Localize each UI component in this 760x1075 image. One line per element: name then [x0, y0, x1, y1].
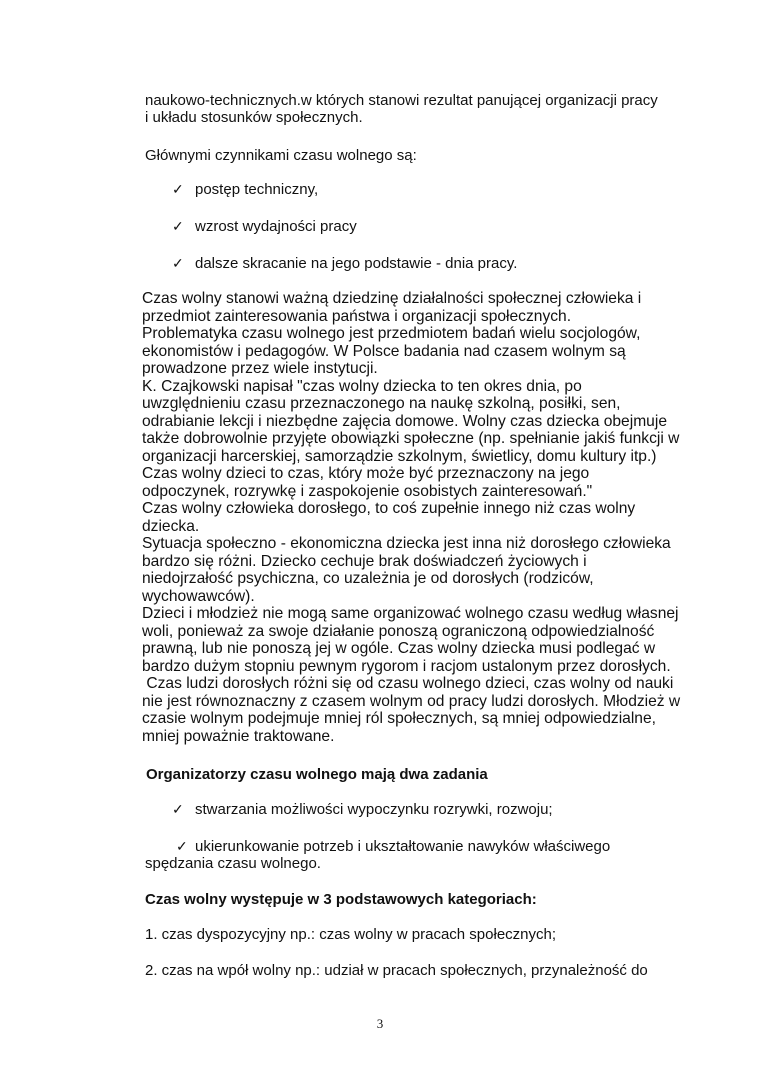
- check-icon: ✓: [172, 218, 184, 234]
- body-line: niedojrzałość psychiczna, co uzależnia je od dorosłych (rodziców,: [142, 570, 594, 587]
- check-icon: ✓: [176, 838, 188, 854]
- body-line: Czas wolny człowieka dorosłego, to coś zupełnie innego niż czas wolny: [142, 500, 636, 517]
- body-line: woli, ponieważ za swoje działanie ponoszą ograniczoną odpowiedzialność: [142, 622, 655, 640]
- body-line: wychowawców).: [142, 587, 255, 605]
- body-line: Czas ludzi dorosłych różni się od czasu wolnego dzieci, czas wolny od nauki: [142, 675, 674, 692]
- check-icon: ✓: [172, 801, 184, 817]
- body-line: także dobrowolnie przyjęte obowiązki społeczne (np. spełnianie jakiś funkcji w: [142, 430, 680, 447]
- body-line: K. Czajkowski napisał "czas wolny dziecka to ten okres dnia, po: [142, 377, 582, 395]
- organizer-task-2: ukierunkowanie potrzeb i ukształtowanie nawyków właściwego: [195, 838, 611, 855]
- categories-heading: Czas wolny występuje w 3 podstawowych kategoriach:: [145, 891, 537, 908]
- body-line: odrabianie lekcji i niezbędne zajęcia domowe. Wolny czas dziecka obejmuje: [142, 412, 667, 430]
- intro-line-1: naukowo-technicznych.w których stanowi rezultat panującej organizacji pracy: [145, 92, 658, 109]
- body-line: organizacji harcerskiej, samorządzie szkolnym, świetlicy, domu kultury itp.): [142, 447, 657, 465]
- body-line: Dzieci i młodzież nie mogą same organizować wolnego czasu według własnej: [142, 605, 679, 622]
- factor-item-1: postęp techniczny,: [195, 181, 319, 198]
- body-line: Problematyka czasu wolnego jest przedmiotem badań wielu socjologów,: [142, 325, 641, 342]
- body-line: bardzo dużym stopniu pewnym rygorom i racjom ustalonym przez dorosłych.: [142, 657, 671, 675]
- body-line: Czas wolny stanowi ważną dziedzinę działalności społecznej człowieka i: [142, 290, 642, 307]
- body-line: uwzględnieniu czasu przeznaczonego na naukę szkolną, posiłki, sen,: [142, 395, 621, 412]
- body-line: przedmiot zainteresowania państwa i organizacji społecznych.: [142, 307, 572, 325]
- body-line: czasie wolnym podejmuje mniej ról społecznych, są mniej odpowiedzialne,: [142, 710, 656, 727]
- organizers-heading: Organizatorzy czasu wolnego mają dwa zadania: [146, 766, 488, 783]
- body-line: Sytuacja społeczno - ekonomiczna dziecka jest inna niż dorosłego człowieka: [142, 535, 671, 552]
- factor-item-3: dalsze skracanie na jego podstawie - dnia pracy.: [195, 255, 518, 272]
- body-line: ekonomistów i pedagogów. W Polsce badania nad czasem wolnym są: [142, 342, 626, 360]
- body-line: prawną, lub nie ponoszą jej w ogóle. Czas wolny dziecka musi podlegać w: [142, 640, 656, 657]
- body-line: Czas wolny dzieci to czas, który może być przeznaczony na jego: [142, 465, 590, 482]
- body-line: bardzo się różni. Dziecko cechuje brak doświadczeń życiowych i: [142, 552, 587, 570]
- check-icon: ✓: [172, 255, 184, 271]
- factors-heading: Głównymi czynnikami czasu wolnego są:: [145, 147, 417, 164]
- organizer-task-1: stwarzania możliwości wypoczynku rozrywki, rozwoju;: [195, 801, 553, 818]
- body-line: nie jest równoznaczny z czasem wolnym od pracy ludzi dorosłych. Młodzież w: [142, 692, 681, 710]
- page-number: 3: [376, 1016, 384, 1031]
- main-paragraphs: [142, 290, 681, 745]
- intro-line-2: i układu stosunków społecznych.: [145, 109, 363, 126]
- body-line: mniej poważnie traktowane.: [142, 727, 335, 745]
- category-2: 2. czas na wpół wolny np.: udział w pracach społecznych, przynależność do: [145, 962, 648, 979]
- organizer-task-2-continuation: spędzania czasu wolnego.: [145, 855, 321, 872]
- body-line: prowadzone przez wiele instytucji.: [142, 360, 378, 377]
- body-line: dziecka.: [142, 517, 200, 535]
- category-1: 1. czas dyspozycyjny np.: czas wolny w pracach społecznych;: [145, 926, 557, 943]
- body-line: odpoczynek, rozrywkę i zaspokojenie osobistych zainteresowań.": [142, 482, 593, 500]
- factor-item-2: wzrost wydajności pracy: [195, 218, 357, 235]
- check-icon: ✓: [172, 181, 184, 197]
